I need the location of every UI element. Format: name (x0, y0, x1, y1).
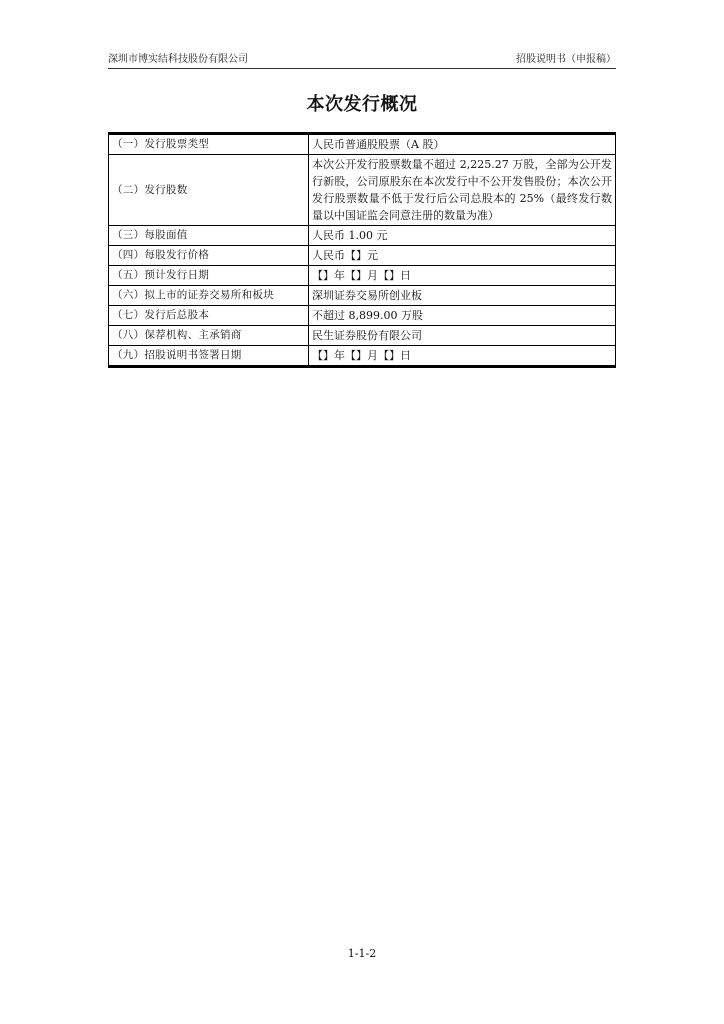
table-row (109, 266, 616, 286)
row-label: （三）每股面值 (109, 226, 309, 246)
row-label: （二）发行股数 (109, 155, 309, 226)
offering-overview-table (108, 132, 616, 368)
header-company-name: 深圳市博实结科技股份有限公司 (108, 54, 248, 65)
table-row (109, 346, 616, 367)
row-label: （五）预计发行日期 (109, 266, 309, 286)
table-row (109, 286, 616, 306)
table-row (109, 226, 616, 246)
row-value: 人民币 1.00 元 (309, 226, 616, 246)
row-value: 人民币【】元 (309, 246, 616, 266)
page-header (108, 52, 616, 69)
table-row (109, 246, 616, 266)
row-value: 【】年【】月【】日 (309, 346, 616, 367)
page-title: 本次发行概况 (306, 94, 418, 115)
table-row (109, 306, 616, 326)
table-row (109, 155, 616, 226)
page-number: 1-1-2 (347, 947, 377, 960)
row-label: （四）每股发行价格 (109, 246, 309, 266)
row-value: 【】年【】月【】日 (309, 266, 616, 286)
row-label: （七）发行后总股本 (109, 306, 309, 326)
row-label: （九）招股说明书签署日期 (109, 346, 309, 367)
row-value: 深圳证券交易所创业板 (309, 286, 616, 306)
row-label: （六）拟上市的证券交易所和板块 (109, 286, 309, 306)
table-row (109, 134, 616, 155)
row-value: 人民币普通股股票（A 股） (309, 134, 616, 155)
row-label: （一）发行股票类型 (109, 134, 309, 155)
row-label: （八）保荐机构、主承销商 (109, 326, 309, 346)
row-value: 不超过 8,899.00 万股 (309, 306, 616, 326)
row-value: 民生证券股份有限公司 (309, 326, 616, 346)
table-row (109, 326, 616, 346)
header-document-type: 招股说明书（申报稿） (516, 54, 616, 65)
row-value: 本次公开发行股票数量不超过 2,225.27 万股，全部为公开发行新股，公司原股东在本次发行中不公开发售股份；本次公开发行股票数量不低于发行后公司总股本的 25%（最终发行数量以中国证监会同意注册的数量为准） (309, 155, 616, 226)
